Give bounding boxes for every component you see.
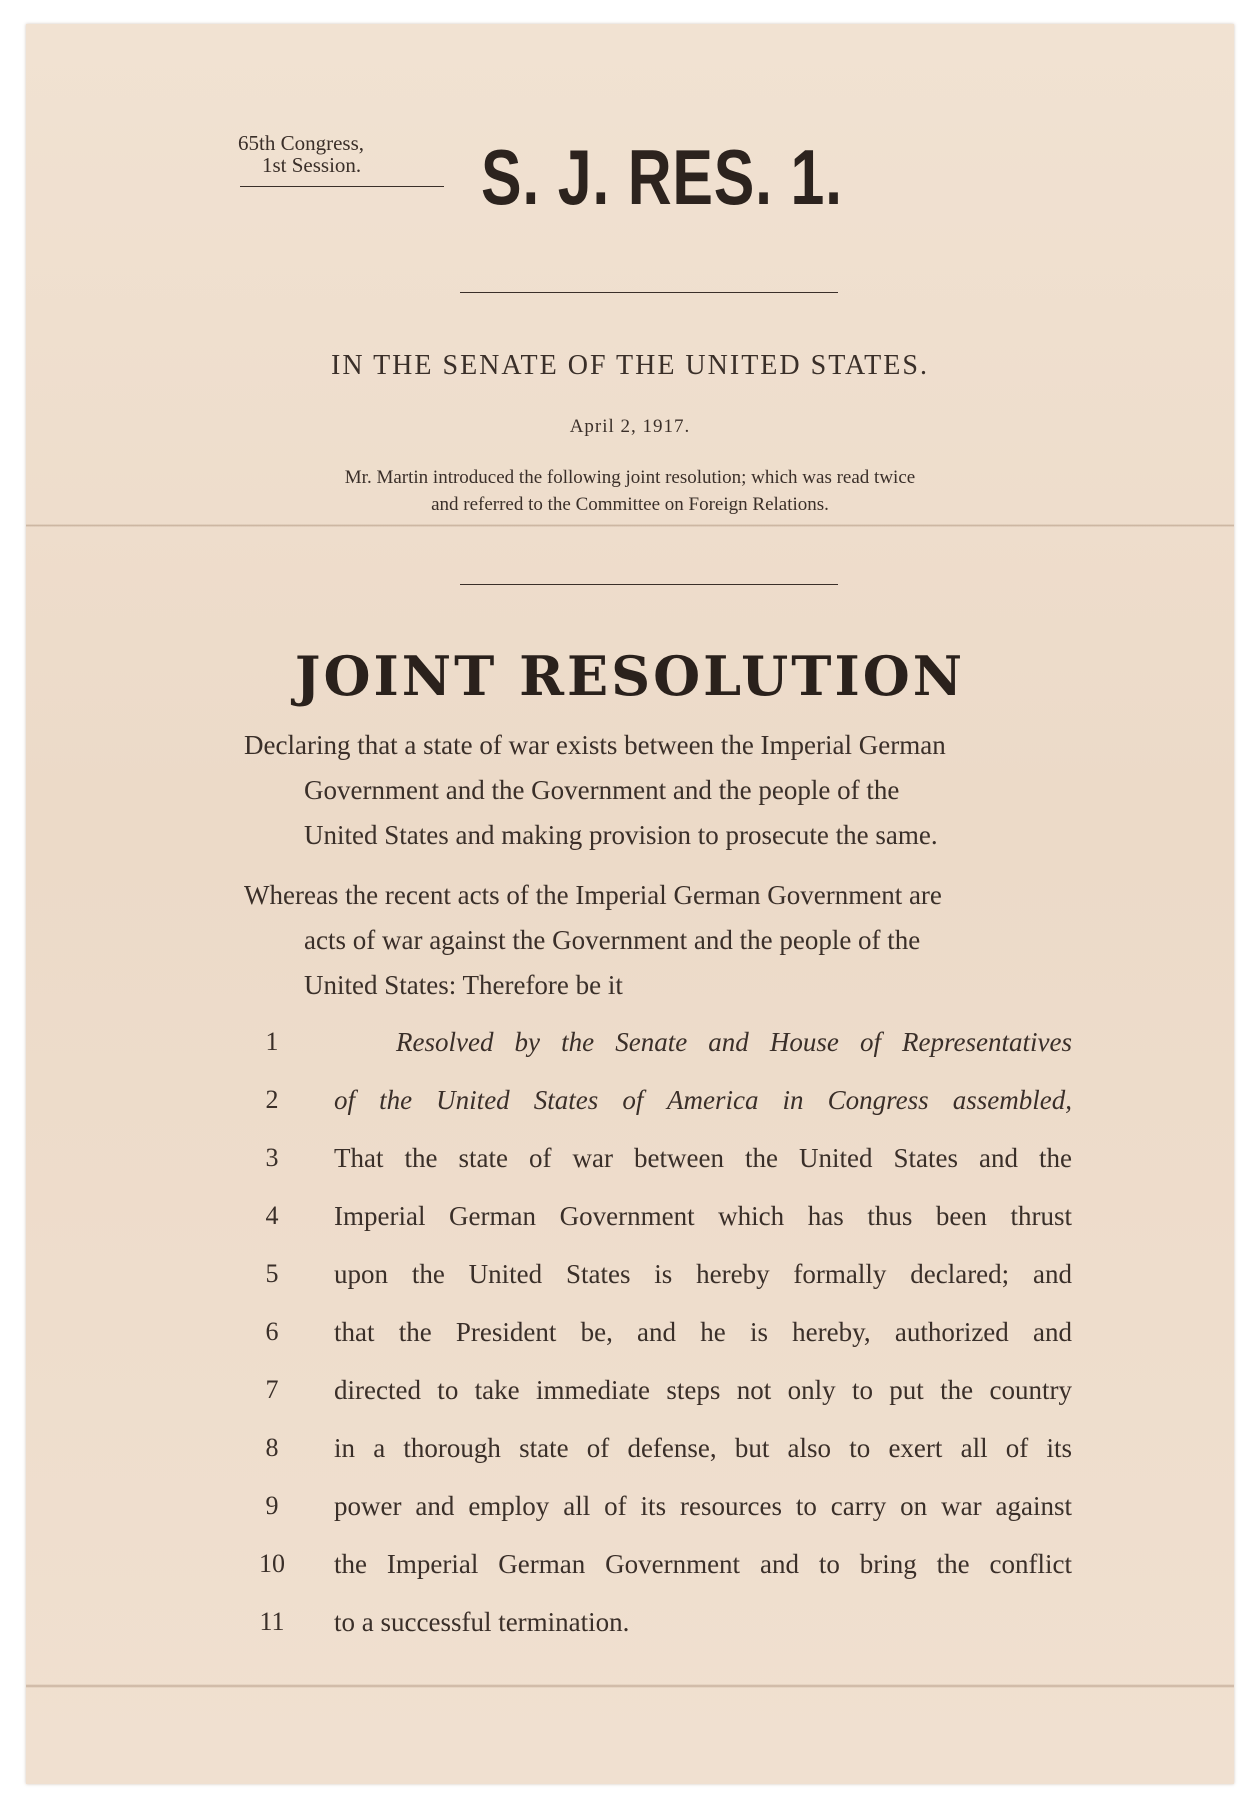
resolution-line bbox=[244, 1488, 1074, 1546]
line-number: 9 bbox=[265, 1491, 279, 1520]
introduction-note bbox=[26, 464, 1234, 518]
paper-fold-line bbox=[26, 524, 1234, 527]
line-text: to a successful termination. bbox=[334, 1607, 630, 1637]
session-underline bbox=[240, 186, 444, 187]
line-text: That the state of war between the United States and the bbox=[334, 1143, 1072, 1173]
line-number: 3 bbox=[265, 1143, 279, 1172]
line-text: in a thorough state of defense, but also to exert all of its bbox=[334, 1433, 1072, 1463]
line-number: 11 bbox=[259, 1607, 285, 1636]
line-number: 6 bbox=[265, 1317, 279, 1346]
resolution-line bbox=[244, 1430, 1074, 1488]
resolution-line bbox=[244, 1256, 1074, 1314]
line-text: power and employ all of its resources to carry on war against bbox=[334, 1491, 1072, 1521]
purpose-line-3: United States and making provision to prosecute the same. bbox=[304, 820, 938, 850]
whereas-line-1: Whereas the recent acts of the Imperial German Government are bbox=[244, 880, 942, 910]
line-number: 1 bbox=[265, 1027, 279, 1056]
line-text: that the President be, and he is hereby, authorized and bbox=[334, 1317, 1072, 1347]
document-title: JOINT RESOLUTION bbox=[294, 644, 966, 708]
resolution-line bbox=[244, 1140, 1074, 1198]
whereas-line-3: United States: Therefore be it bbox=[304, 970, 623, 1000]
congress-label: 65th Congress, bbox=[238, 131, 364, 155]
purpose-line-1: Declaring that a state of war exists between the Imperial German bbox=[244, 730, 946, 760]
line-number: 10 bbox=[259, 1549, 285, 1578]
line-text: directed to take immediate steps not only to put the country bbox=[334, 1375, 1072, 1405]
resolution-line bbox=[244, 1546, 1074, 1604]
introduction-line-2: and referred to the Committee on Foreign Relations. bbox=[431, 494, 829, 515]
line-text: the Imperial German Government and to bring the conflict bbox=[334, 1549, 1072, 1579]
bill-number: S. J. RES. 1. bbox=[481, 133, 843, 221]
divider-rule bbox=[460, 584, 838, 585]
resolution-line bbox=[244, 1082, 1074, 1140]
line-number: 5 bbox=[265, 1259, 279, 1288]
congress-session-block bbox=[236, 132, 464, 176]
purpose-clause bbox=[244, 723, 1070, 858]
line-text: upon the United States is hereby formally declared; and bbox=[334, 1259, 1072, 1289]
line-number: 2 bbox=[265, 1085, 279, 1114]
resolution-line bbox=[244, 1198, 1074, 1256]
line-text: Resolved by the Senate and House of Representatives bbox=[396, 1027, 1072, 1057]
resolution-line bbox=[244, 1314, 1074, 1372]
line-number: 8 bbox=[265, 1433, 279, 1462]
resolution-line bbox=[244, 1024, 1074, 1082]
line-text: Imperial German Government which has thus been thrust bbox=[334, 1201, 1072, 1231]
line-text: of the United States of America in Congress assembled, bbox=[334, 1085, 1072, 1115]
resolution-line bbox=[244, 1372, 1074, 1430]
line-number: 4 bbox=[265, 1201, 279, 1230]
whereas-line-2: acts of war against the Government and the people of the bbox=[304, 925, 921, 955]
paper-fold-line bbox=[26, 1684, 1234, 1688]
purpose-line-2: Government and the Government and the people of the bbox=[304, 775, 900, 805]
date-line: April 2, 1917. bbox=[569, 416, 691, 437]
document-page bbox=[26, 24, 1234, 1784]
session-label: 1st Session. bbox=[262, 153, 362, 177]
resolution-body bbox=[244, 1024, 1074, 1662]
chamber-heading: IN THE SENATE OF THE UNITED STATES. bbox=[331, 350, 929, 381]
line-number: 7 bbox=[265, 1375, 279, 1404]
divider-rule bbox=[460, 292, 838, 293]
introduction-line-1: Mr. Martin introduced the following joint resolution; which was read twice bbox=[344, 467, 916, 488]
resolution-line bbox=[244, 1604, 1074, 1662]
whereas-clause bbox=[244, 873, 1070, 1008]
